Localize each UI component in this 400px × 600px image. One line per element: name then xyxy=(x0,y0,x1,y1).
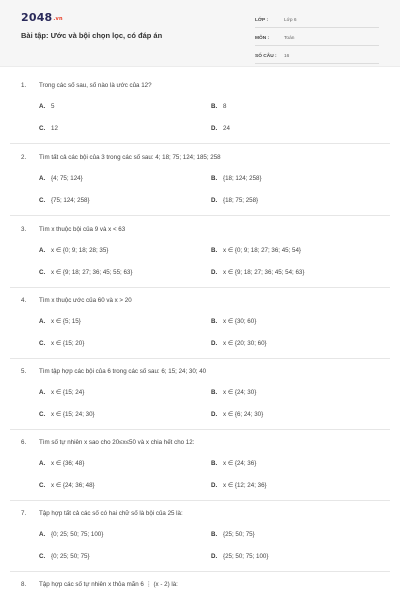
option-a[interactable]: A. x ∈ {5; 15} xyxy=(39,318,81,325)
divider xyxy=(10,500,390,501)
meta-row-class xyxy=(255,14,379,28)
page-header xyxy=(0,0,400,67)
site-logo[interactable] xyxy=(21,11,63,24)
option-b[interactable]: B. x ∈ {24; 30} xyxy=(211,389,257,396)
option-d[interactable]: D. x ∈ {9; 18; 27; 36; 45; 54; 63} xyxy=(211,269,305,276)
question-text: 8. Tập hợp các số tự nhiên x thỏa mãn 6 ⋮ (x - 2) là: xyxy=(21,581,178,588)
meta-info xyxy=(255,14,379,68)
question-text: 1. Trong các số sau, số nào là ước của 12? xyxy=(21,82,152,89)
option-d[interactable]: D. {18; 75; 258} xyxy=(211,197,259,204)
option-c[interactable]: C. x ∈ {15; 20} xyxy=(39,340,85,347)
question-text: 6. Tìm số tự nhiên x sao cho 20≤x≤50 và x chia hết cho 12: xyxy=(21,439,195,446)
option-d[interactable]: D. x ∈ {12; 24; 36} xyxy=(211,482,267,489)
option-a[interactable]: A. {4; 75; 124} xyxy=(39,175,83,182)
option-b[interactable]: B. {18; 124; 258} xyxy=(211,175,262,182)
option-c[interactable]: C. x ∈ {15; 24; 30} xyxy=(39,411,95,418)
option-a[interactable]: A. x ∈ {0; 9; 18; 28; 35} xyxy=(39,247,109,254)
option-b[interactable]: B. 8 xyxy=(211,103,227,110)
option-b[interactable]: B. {25; 50; 75} xyxy=(211,531,255,538)
option-b[interactable]: B. x ∈ {0; 9; 18; 27; 36; 45; 54} xyxy=(211,247,301,254)
option-a[interactable]: A. x ∈ {15; 24} xyxy=(39,389,85,396)
option-d[interactable]: D. x ∈ {6; 24; 30} xyxy=(211,411,264,418)
meta-row-count xyxy=(255,50,379,64)
option-a[interactable]: A. x ∈ {36; 48} xyxy=(39,460,85,467)
option-b[interactable]: B. x ∈ {30; 60} xyxy=(211,318,257,325)
divider xyxy=(10,571,390,572)
divider xyxy=(10,287,390,288)
option-d[interactable]: D. x ∈ {20; 30; 60} xyxy=(211,340,267,347)
option-c[interactable]: C. 12 xyxy=(39,125,58,132)
option-b[interactable]: B. x ∈ {24; 36} xyxy=(211,460,257,467)
page-title: Bài tập: Ước và bội chọn lọc, có đáp án xyxy=(21,31,163,40)
logo-suffix: .vn xyxy=(53,16,63,22)
option-c[interactable]: C. x ∈ {24; 36; 48} xyxy=(39,482,95,489)
meta-row-subject xyxy=(255,32,379,46)
meta-value: 16 xyxy=(284,54,290,59)
meta-label: LỚP : xyxy=(255,18,269,23)
meta-value: Lớp 6 xyxy=(284,18,297,23)
question-text: 4. Tìm x thuộc ước của 60 và x > 20 xyxy=(21,297,132,304)
question-text: 7. Tập hợp tất cả các số có hai chữ số là bội của 25 là: xyxy=(21,510,183,517)
option-a[interactable]: A. {0; 25; 50; 75; 100} xyxy=(39,531,104,538)
question-text: 5. Tìm tập hợp các bội của 6 trong các số sau: 6; 15; 24; 30; 40 xyxy=(21,368,207,375)
meta-label: MÔN : xyxy=(255,36,270,41)
option-d[interactable]: D. 24 xyxy=(211,125,230,132)
option-c[interactable]: C. {75; 124; 258} xyxy=(39,197,90,204)
divider xyxy=(10,358,390,359)
question-text: 2. Tìm tất cả các bội của 3 trong các số sau: 4; 18; 75; 124; 185; 258 xyxy=(21,154,221,161)
divider xyxy=(10,429,390,430)
divider xyxy=(10,215,390,216)
option-d[interactable]: D. {25; 50; 75; 100} xyxy=(211,553,269,560)
question-text: 3. Tìm x thuộc bội của 9 và x < 63 xyxy=(21,226,126,233)
divider xyxy=(10,143,390,144)
logo-text: 2048 xyxy=(21,11,53,24)
option-c[interactable]: C. x ∈ {9; 18; 27; 36; 45; 55; 63} xyxy=(39,269,133,276)
option-a[interactable]: A. 5 xyxy=(39,103,55,110)
meta-value: Toán xyxy=(284,36,295,41)
option-c[interactable]: C. {0; 25; 50; 75} xyxy=(39,553,90,560)
meta-label: SỐ CÂU : xyxy=(255,54,277,59)
